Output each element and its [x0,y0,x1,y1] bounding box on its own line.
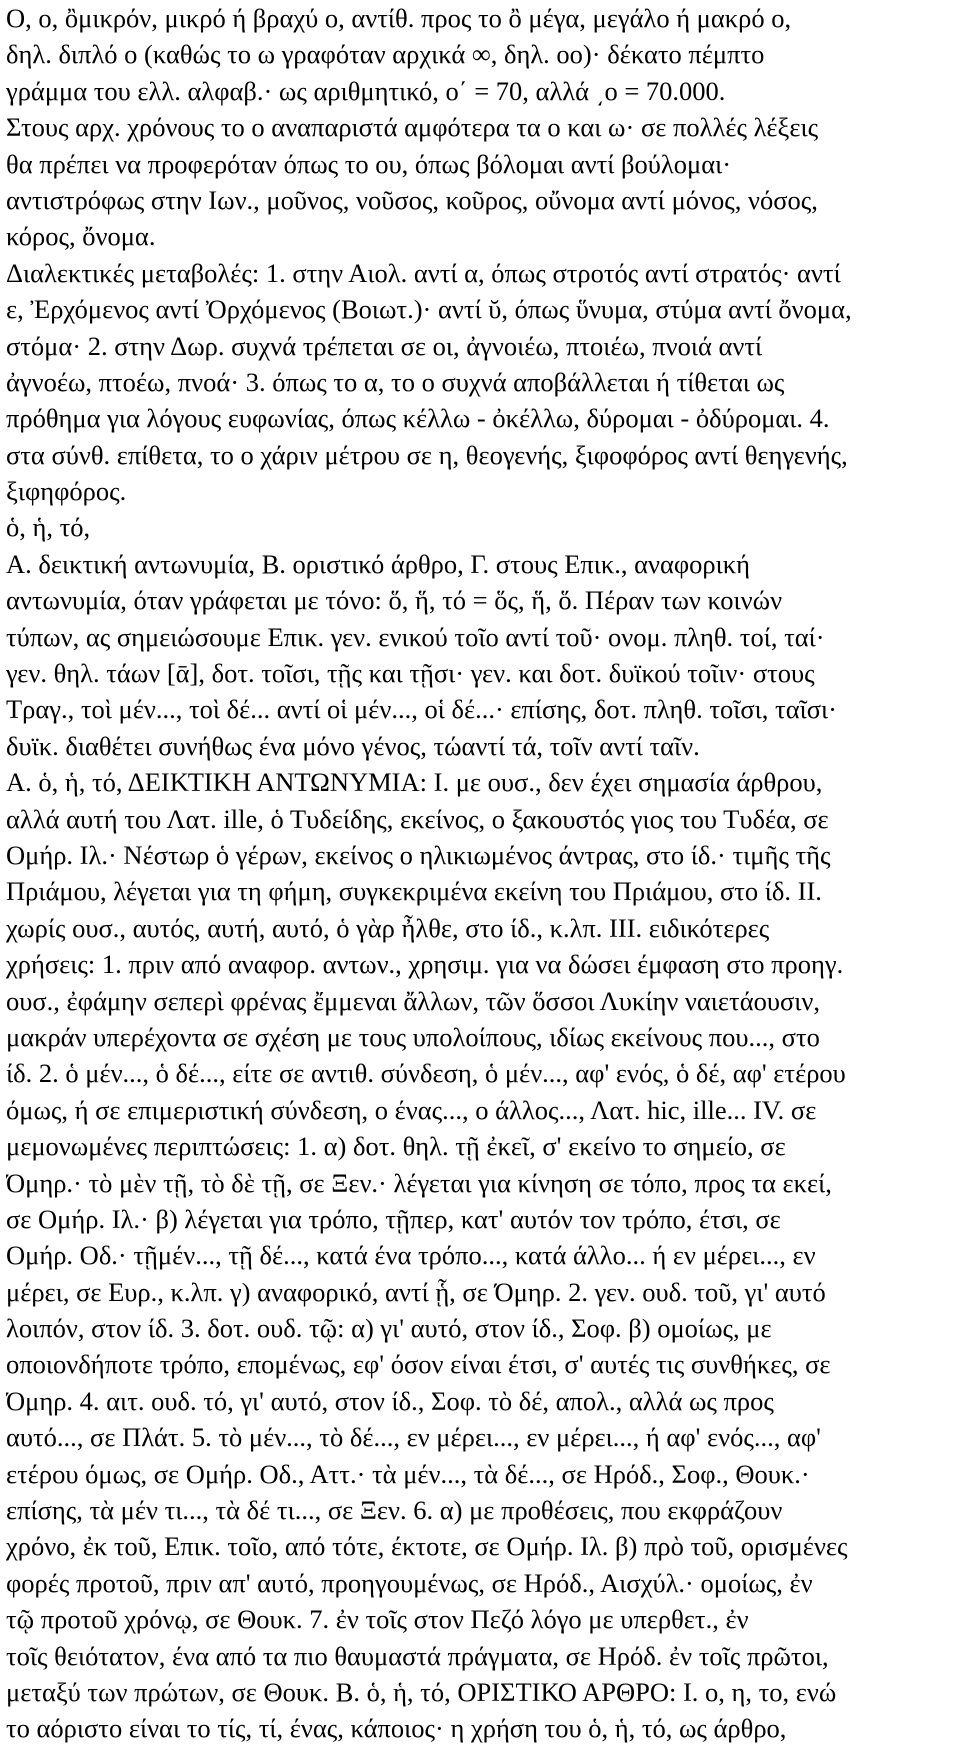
text-line: Όμηρ. 4. αιτ. ουδ. τό, γι' αυτό, στον ίδ., Σοφ. τὸ δέ, απολ., αλλά ως προς [6,1385,774,1416]
text-line: πρόθημα για λόγους ευφωνίας, όπως κέλλω - ὀκέλλω, δύρομαι - ὀδύρομαι. 4. [6,403,830,434]
text-line: Α. δεικτική αντωνυμία, Β. οριστικό άρθρο, Γ. στους Επικ., αναφορική [6,548,750,579]
text-line: ετέρου όμως, σε Ομήρ. Οδ., Αττ.· τὰ μέν..., τὰ δέ..., σε Ηρόδ., Σοφ., Θουκ.· [6,1458,810,1489]
text-line: ε, Ἐρχόμενος αντί Ὀρχόμενος (Βοιωτ.)· αντί ῠ, όπως ὕνυμα, στύμα αντί ὄνομα, [6,294,852,325]
text-line: ίδ. 2. ὁ μέν..., ὁ δέ..., είτε σε αντιθ. σύνδεση, ὁ μέν..., αφ' ενός, ὁ δέ, αφ' ετέρου [6,1058,846,1089]
text-line: δυϊκ. διαθέτει συνήθως ένα μόνο γένος, τώαντί τά, τοῖν αντί ταῖν. [6,730,700,761]
text-line: μεταξύ των πρώτων, σε Θουκ. Β. ὁ, ἡ, τό, ΟΡΙΣΤΙΚΟ ΑΡΘΡΟ: Ι. ο, η, το, ενώ [6,1676,837,1707]
text-line: στόμα· 2. στην Δωρ. συχνά τρέπεται σε οι, ἀγνοιέω, πτοιέω, πνοιά αντί [6,330,763,361]
text-line: δηλ. διπλό ο (καθώς το ω γραφόταν αρχικά ∞, δηλ. οο)· δέκατο πέμπτο [6,39,765,70]
text-line: κόρος, ὄνομα. [6,221,156,252]
text-line: ουσ., ἐφάμην σεπερὶ φρένας ἔμμεναι ἄλλων, τῶν ὅσσοι Λυκίην ναιετάουσιν, [6,985,820,1016]
text-line: Πριάμου, λέγεται για τη φήμη, συγκεκριμένα εκείνη του Πριάμου, στο ίδ. ΙΙ. [6,876,822,907]
text-line: όμως, ή σε επιμεριστική σύνδεση, ο ένας..., ο άλλος..., Λατ. hic, ille... ΙV. σε [6,1094,817,1125]
text-line: σε Ομήρ. Ιλ.· β) λέγεται για τρόπο, τῇπερ, κατ' αυτόν τον τρόπο, έτσι, σε [6,1203,781,1234]
text-line: φορές προτοῦ, πριν απ' αυτό, προηγουμένως, σε Ηρόδ., Αισχύλ.· ομοίως, ἐν [6,1567,813,1598]
text-line: Α. ὁ, ἡ, τό, ΔΕΙΚΤΙΚΗ ΑΝΤΩΝΥΜΙΑ: Ι. με ουσ., δεν έχει σημασία άρθρου, [6,767,823,798]
text-line: αντωνυμία, όταν γράφεται με τόνο: ὅ, ἥ, τό = ὅς, ἥ, ὅ. Πέραν των κοινών [6,585,783,616]
text-line: γεν. θηλ. τάων [ᾱ], δοτ. τοῖσι, τῇς και τῇσι· γεν. και δοτ. δυϊκού τοῖιν· στους [6,658,815,689]
text-line: θα πρέπει να προφερόταν όπως το ου, όπως βόλομαι αντί βούλομαι· [6,148,732,179]
text-line: χωρίς ουσ., αυτός, αυτή, αυτό, ὁ γὰρ ἦλθε, στο ίδ., κ.λπ. ΙΙΙ. ειδικότερες [6,912,770,943]
text-line: το αόριστο είναι το τίς, τί, ένας, κάποιος· η χρήση του ὁ, ἡ, τό, ως άρθρο, [6,1713,787,1744]
text-line: Ομήρ. Ιλ.· Νέστωρ ὁ γέρων, εκείνος ο ηλικιωμένος άντρας, στο ίδ.· τιμῆς τῆς [6,839,831,870]
text-line: γράμμα του ελλ. αλφαβ.· ως αριθμητικό, ο΄ = 70, αλλά ͵ο = 70.000. [6,75,726,106]
text-line: λοιπόν, στον ίδ. 3. δοτ. ουδ. τῷ: α) γι' αυτό, στον ίδ., Σοφ. β) ομοίως, με [6,1313,772,1344]
text-line: Όμηρ.· τὸ μὲν τῇ, τὸ δὲ τῇ, σε Ξεν.· λέγεται για κίνηση σε τόπο, προς τα εκεί, [6,1167,832,1198]
text-line: επίσης, τὰ μέν τι..., τὰ δέ τι..., σε Ξεν. 6. α) με προθέσεις, που εκφράζουν [6,1495,783,1526]
text-line: χρόνο, ἐκ τοῦ, Επικ. τοῖο, από τότε, έκτοτε, σε Ομήρ. Ιλ. β) πρὸ τοῦ, ορισμένες [6,1531,848,1562]
text-line: ξιφηφόρος. [6,476,127,507]
text-line: τοῖς θειότατον, ένα από τα πιο θαυμαστά πράγματα, σε Ηρόδ. ἐν τοῖς πρῶτοι, [6,1640,829,1671]
text-line: αλλά αυτή του Λατ. ille, ὁ Τυδείδης, εκείνος, ο ξακουστός γιος του Τυδέα, σε [6,803,829,834]
text-line: Στους αρχ. χρόνους το ο αναπαριστά αμφότερα τα ο και ω· σε πολλές λέξεις [6,112,819,143]
text-line: Τραγ., τοὶ μέν..., τοὶ δέ... αντί οἱ μέν..., οἱ δέ...· επίσης, δοτ. πληθ. τοῖσι, ταῖσι· [6,694,837,725]
text-line: ἀγνοέω, πτοέω, πνοά· 3. όπως το α, το ο συχνά αποβάλλεται ή τίθεται ως [6,366,785,397]
text-line: Ο, ο, ὂμικρόν, μικρό ή βραχύ ο, αντίθ. προς το ὂ μέγα, μεγάλο ή μακρό ο, [6,3,792,33]
text-line: μεμονωμένες περιπτώσεις: 1. α) δοτ. θηλ. τῇ ἐκεῖ, σ' εκείνο το σημείο, σε [6,1131,786,1162]
text-line: τύπων, ας σημειώσουμε Επικ. γεν. ενικού τοῖο αντί τοῦ· ονομ. πληθ. τοί, ταί· [6,621,825,652]
text-line: αντιστρόφως στην Ιων., μοῦνος, νοῦσος, κοῦρος, οὔνομα αντί μόνος, νόσος, [6,184,818,215]
text-line: αυτό..., σε Πλάτ. 5. τὸ μέν..., τὸ δέ..., εν μέρει..., εν μέρει..., ή αφ' ενός..., αφ' [6,1422,821,1453]
text-line: τῷ προτοῦ χρόνῳ, σε Θουκ. 7. ἐν τοῖς στον Πεζό λόγο με υπερθετ., ἐν [6,1604,749,1635]
text-line: χρήσεις: 1. πριν από αναφορ. αντων., χρησιμ. για να δώσει έμφαση στο προηγ. [6,949,844,980]
text-line: οποιονδήποτε τρόπο, επομένως, εφ' όσον είναι έτσι, σ' αυτές τις συνθήκες, σε [6,1349,831,1380]
text-line: μέρει, σε Ευρ., κ.λπ. γ) αναφορικό, αντί ᾗ, σε Όμηρ. 2. γεν. ουδ. τοῦ, γι' αυτό [6,1276,826,1307]
text-line: Ομήρ. Οδ.· τῇμέν..., τῇ δέ..., κατά ένα τρόπο..., κατά άλλο... ή εν μέρει..., εν [6,1240,816,1271]
text-line: στα σύνθ. επίθετα, το ο χάριν μέτρου σε η, θεογενής, ξιφοφόρος αντί θεηγενής, [6,439,848,470]
text-line: μακράν υπερέχοντα σε σχέση με τους υπολοίπους, ιδίως εκείνους που..., στο [6,1021,820,1052]
text-line: Διαλεκτικές μεταβολές: 1. στην Αιολ. αντί α, όπως στροτός αντί στρατός· αντί [6,257,841,288]
text-line: ὁ, ἡ, τό, [6,512,91,543]
